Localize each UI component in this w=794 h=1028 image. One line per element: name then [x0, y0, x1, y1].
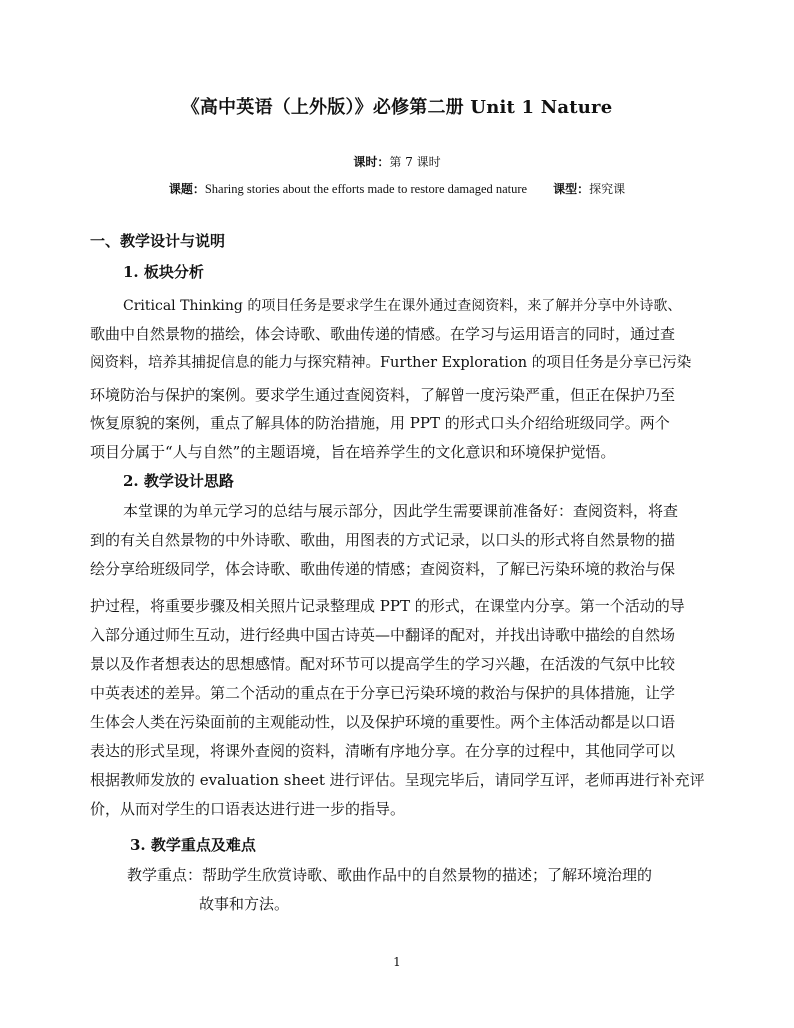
paragraph-line: 到的有关自然景物的中外诗歌、歌曲，用图表的方式记录，以口头的形式将自然景物的描 — [90, 531, 676, 549]
paragraph-line: Critical Thinking 的项目任务是要求学生在课外通过查阅资料，来了解并分享中外诗歌、 — [123, 298, 682, 314]
paragraph-line: 歌曲中自然景物的描绘，体会诗歌、歌曲传递的情感。在学习与运用语言的同时，通过查 — [90, 325, 676, 343]
page-number: 1 — [393, 955, 401, 969]
topic-label: 课题： — [168, 182, 205, 196]
paragraph-line: 生体会人类在污染面前的主观能动性，以及保护环境的重要性。两个主体活动都是以口语 — [90, 713, 676, 731]
type-value: 探究课 — [589, 182, 626, 196]
paragraph-line: 景以及作者想表达的思想感情。配对环节可以提高学生的学习兴趣，在活泼的气氛中比较 — [90, 655, 676, 673]
paragraph-line: 阅资料，培养其捕捉信息的能力与探究精神。Further Exploration 的项目任务是分享已污染 — [90, 355, 692, 371]
lesson-info — [0, 153, 794, 170]
document-title: 《高中英语（上外版）》必修第二册 Unit 1 Nature — [181, 97, 613, 118]
topic-value: Sharing stories about the efforts made to restore damaged nature — [204, 182, 528, 196]
paragraph-line: 恢复原貌的案例，重点了解具体的防治措施，用 PPT 的形式口头介绍给班级同学。两个 — [90, 414, 670, 432]
subsection-heading-analysis: 1. 板块分析 — [123, 263, 204, 281]
subsection-heading-design: 2. 教学设计思路 — [123, 472, 234, 490]
paragraph-line: 项目分属于“人与自然”的主题语境，旨在培养学生的文化意识和环境保护觉悟。 — [90, 443, 616, 461]
subsection-heading-key-points: 3. 教学重点及难点 — [130, 836, 256, 854]
type-label: 课型： — [553, 182, 590, 196]
paragraph-line: 护过程，将重要步骤及相关照片记录整理成 PPT 的形式，在课堂内分享。第一个活动的导 — [90, 597, 685, 615]
topic-type-info — [0, 180, 794, 197]
paragraph-line: 表达的形式呈现，将课外查阅的资料，清晰有序地分享。在分享的过程中，其他同学可以 — [90, 742, 676, 760]
paragraph-line: 本堂课的为单元学习的总结与展示部分，因此学生需要课前准备好：查阅资料，将查 — [123, 502, 679, 520]
paragraph-line: 价，从而对学生的口语表达进行进一步的指导。 — [90, 800, 406, 818]
section-heading: 一、教学设计与说明 — [90, 232, 226, 250]
paragraph-line: 中英表述的差异。第二个活动的重点在于分享已污染环境的救治与保护的具体措施，让学 — [90, 684, 676, 702]
paragraph-line: 环境防治与保护的案例。要求学生通过查阅资料，了解曾一度污染严重，但正在保护乃至 — [90, 386, 676, 404]
paragraph-line: 教学重点：帮助学生欣赏诗歌、歌曲作品中的自然景物的描述；了解环境治理的 — [127, 866, 653, 884]
paragraph-line: 绘分享给班级同学，体会诗歌、歌曲传递的情感；查阅资料，了解已污染环境的救治与保 — [90, 560, 676, 578]
paragraph-line: 故事和方法。 — [199, 895, 290, 913]
paragraph-line: 入部分通过师生互动，进行经典中国古诗英—中翻译的配对，并找出诗歌中描绘的自然场 — [90, 626, 676, 644]
lesson-value: 第 7 课时 — [389, 155, 441, 169]
paragraph-line: 根据教师发放的 evaluation sheet 进行评估。呈现完毕后，请同学互评，老师再进行补充评 — [90, 771, 705, 789]
lesson-label: 课时： — [353, 155, 390, 169]
